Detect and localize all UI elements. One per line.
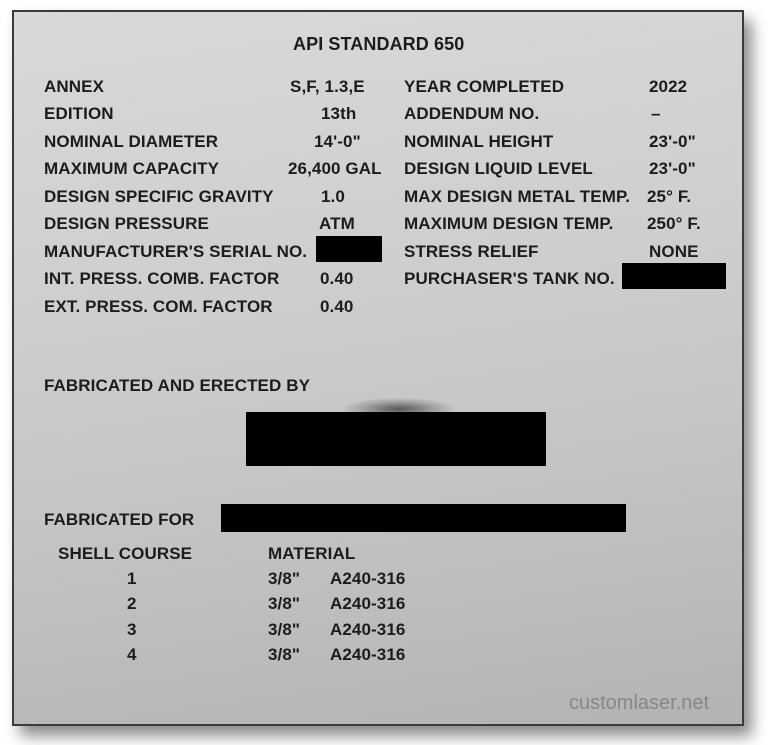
value-design-pressure: ATM [319,214,355,233]
material-header: MATERIAL [268,544,356,563]
label-annex: ANNEX [44,77,105,96]
course-material: A240-316 [330,594,406,613]
value-annex: S,F, 1.3,E [290,77,365,96]
course-thickness: 3/8" [268,594,301,613]
value-design-liquid-level: 23'-0" [649,159,696,178]
value-stress-relief: NONE [649,242,699,261]
fabricated-erected-label: FABRICATED AND ERECTED BY [44,376,311,395]
nameplate [12,10,744,726]
label-purchasers-tank-no: PURCHASER'S TANK NO. [404,269,615,288]
value-nominal-height: 23'-0" [649,132,696,151]
course-material: A240-316 [330,569,406,588]
value-year-completed: 2022 [649,77,688,96]
label-int-press-factor: INT. PRESS. COMB. FACTOR [44,269,280,288]
value-ext-press-factor: 0.40 [320,297,354,316]
label-design-liquid-level: DESIGN LIQUID LEVEL [404,159,593,178]
course-number: 4 [127,645,137,664]
label-stress-relief: STRESS RELIEF [404,242,539,261]
value-max-design-metal-temp: 25° F. [647,187,692,206]
label-maximum-design-temp: MAXIMUM DESIGN TEMP. [404,214,614,233]
course-material: A240-316 [330,620,406,639]
value-addendum-no: – [651,104,661,123]
plate-title: API STANDARD 650 [293,34,465,54]
label-year-completed: YEAR COMPLETED [404,77,565,96]
label-edition: EDITION [44,104,114,123]
label-maximum-capacity: MAXIMUM CAPACITY [44,159,220,178]
value-edition: 13th [321,104,357,123]
value-int-press-factor: 0.40 [320,269,354,288]
label-nominal-diameter: NOMINAL DIAMETER [44,132,219,151]
course-thickness: 3/8" [268,620,301,639]
value-nominal-diameter: 14'-0" [314,132,361,151]
shell-course-header: SHELL COURSE [58,544,193,563]
label-design-specific-gravity: DESIGN SPECIFIC GRAVITY [44,187,274,206]
course-thickness: 3/8" [268,645,301,664]
label-addendum-no: ADDENDUM NO. [404,104,540,123]
course-number: 2 [127,594,137,613]
label-design-pressure: DESIGN PRESSURE [44,214,209,233]
serial-no-redaction [316,236,382,262]
course-material: A240-316 [330,645,406,664]
value-maximum-capacity: 26,400 GAL [288,159,382,178]
label-nominal-height: NOMINAL HEIGHT [404,132,554,151]
label-max-design-metal-temp: MAX DESIGN METAL TEMP. [404,187,631,206]
label-serial-no: MANUFACTURER'S SERIAL NO. [44,242,308,261]
value-design-specific-gravity: 1.0 [321,187,345,206]
customer-redaction [221,504,626,532]
label-ext-press-factor: EXT. PRESS. COM. FACTOR [44,297,273,316]
value-maximum-design-temp: 250° F. [647,214,701,233]
course-number: 1 [127,569,137,588]
tank-no-redaction [622,263,726,289]
fabricated-for-label: FABRICATED FOR [44,510,195,529]
course-number: 3 [127,620,137,639]
fabricator-redaction [246,412,546,466]
watermark: customlaser.net [569,692,710,714]
course-thickness: 3/8" [268,569,301,588]
